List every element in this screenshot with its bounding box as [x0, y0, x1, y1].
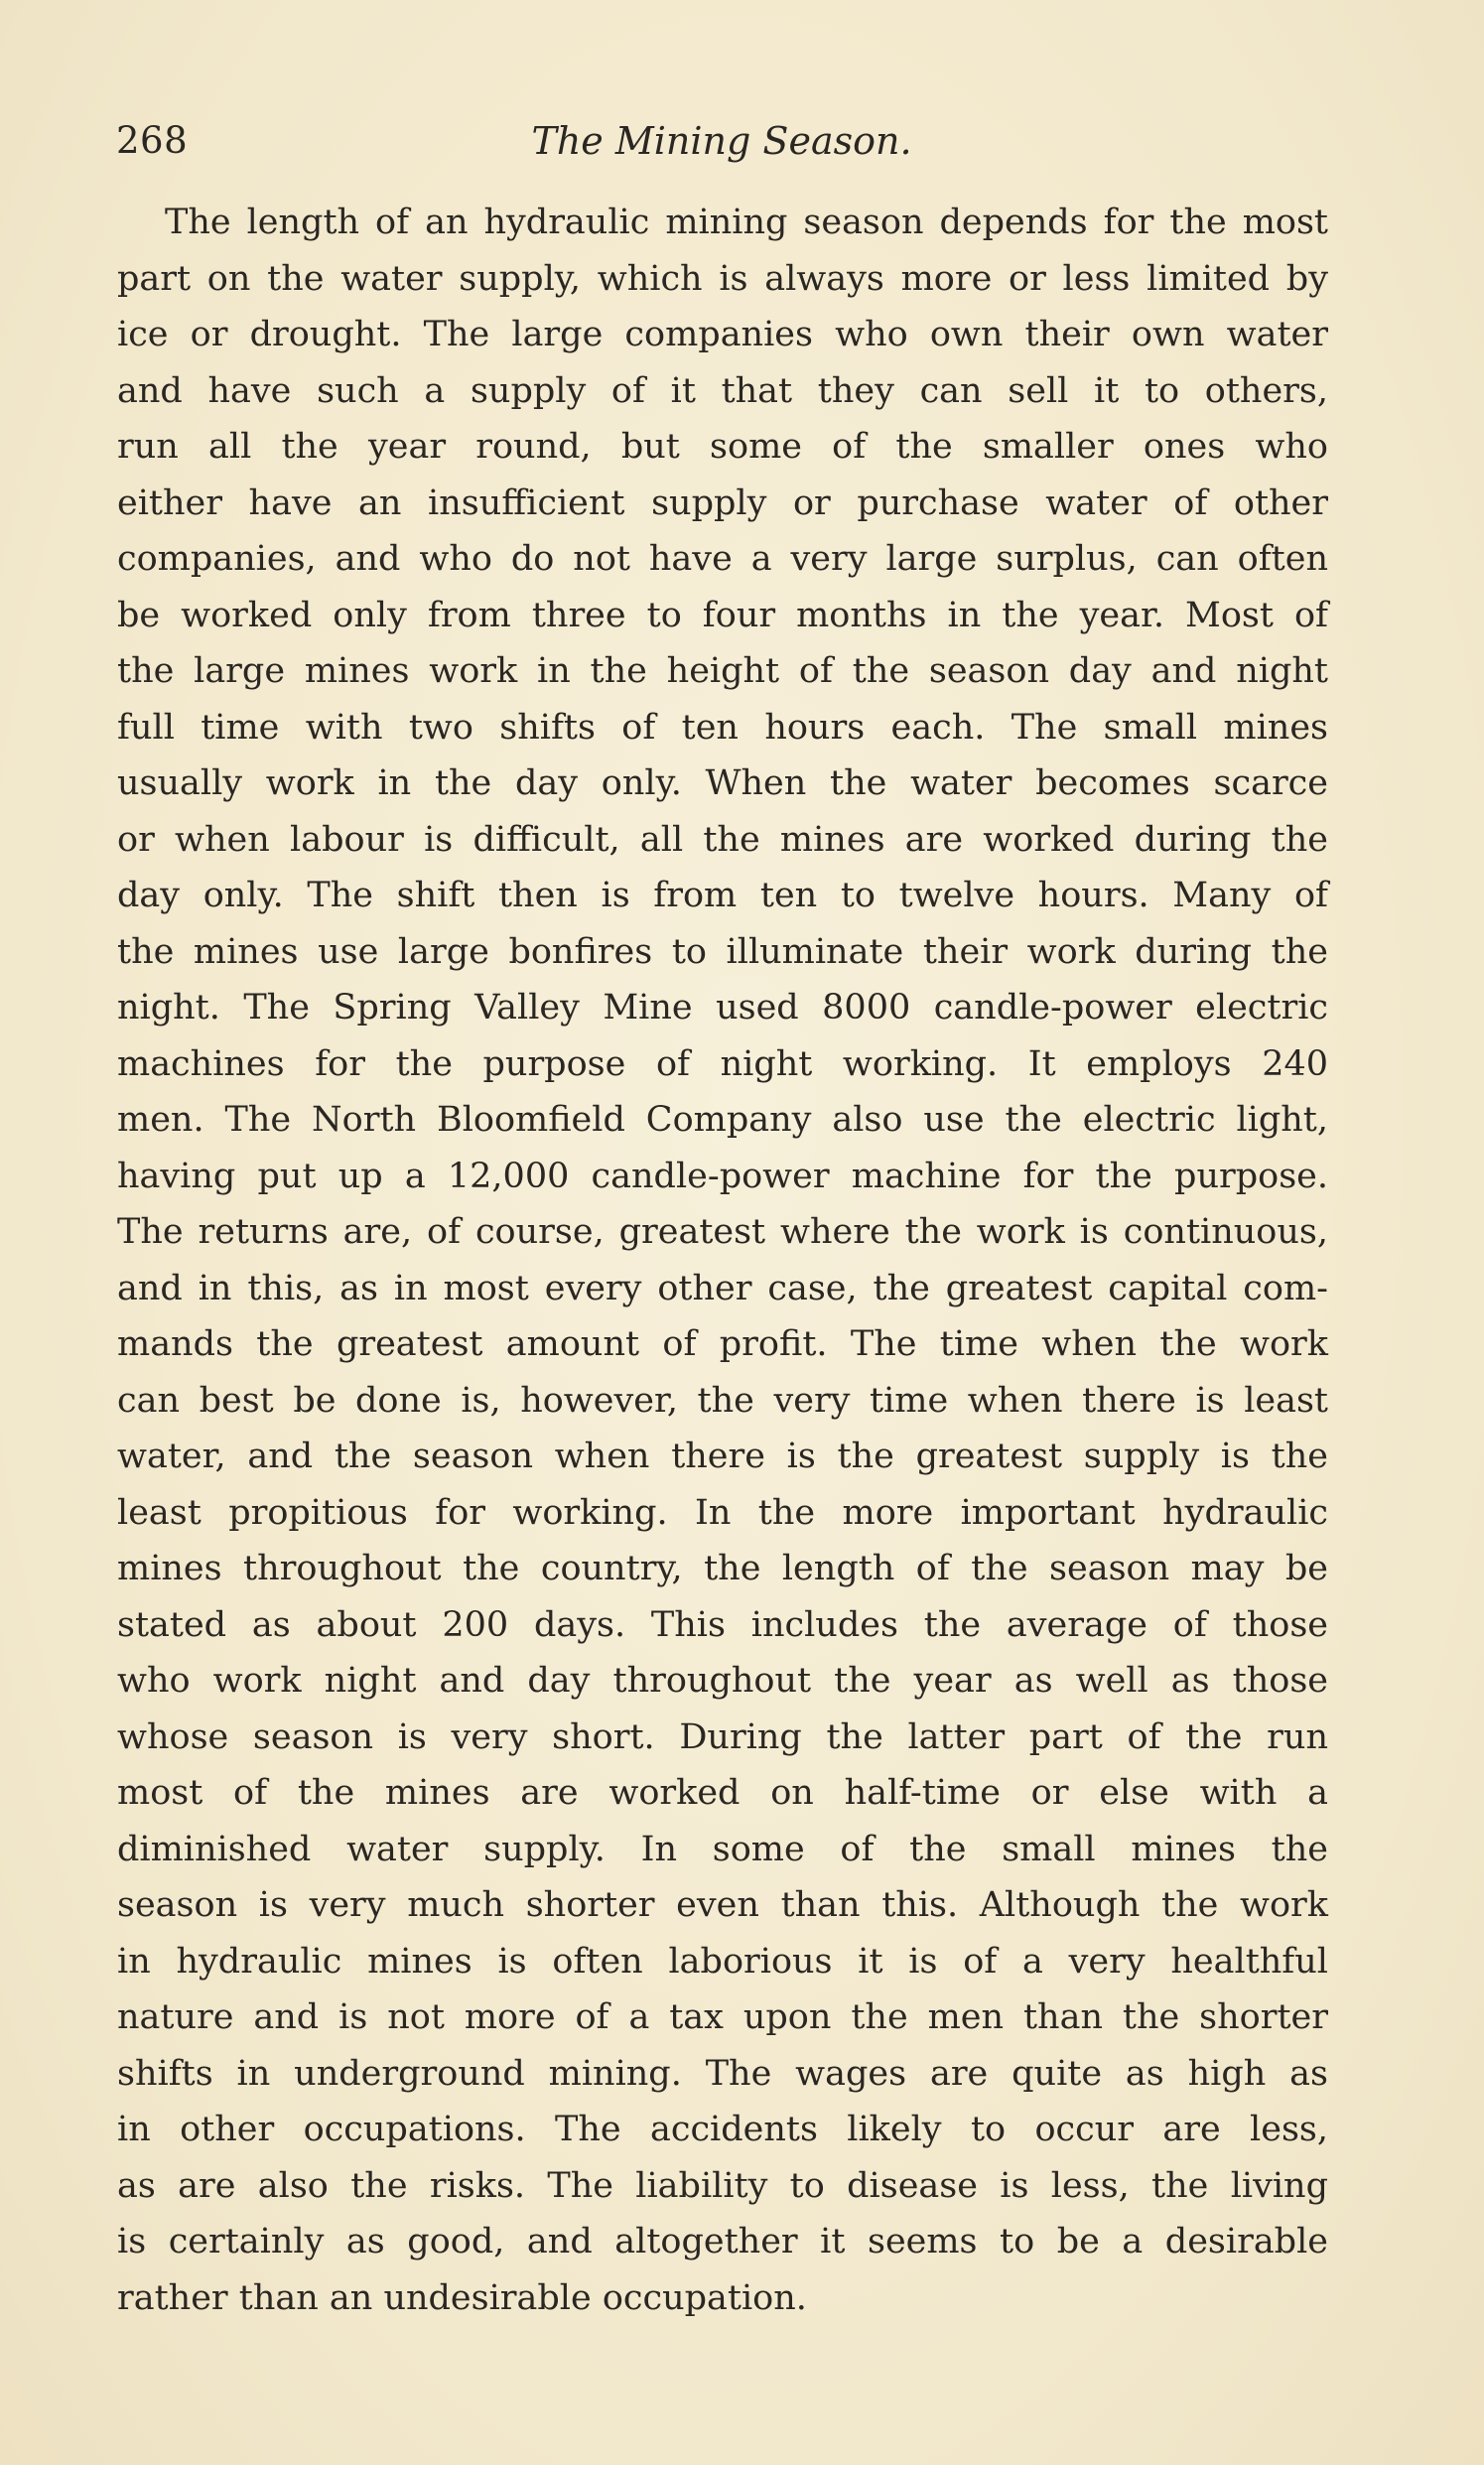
- text-line: stated as about 200 days. This includes the average of those: [117, 1604, 1328, 1645]
- text-line: most of the mines are worked on half-time or else with a: [117, 1773, 1328, 1813]
- text-line: either have an insufficient supply or purchase water of other: [117, 482, 1328, 523]
- text-line: nature and is not more of a tax upon the men than the shorter: [117, 1997, 1328, 2037]
- text-line: as are also the risks. The liability to disease is less, the living: [117, 2165, 1328, 2206]
- text-line: and have such a supply of it that they can sell it to others,: [117, 370, 1328, 411]
- text-line: whose season is very short. During the latter part of the run: [117, 1716, 1328, 1757]
- body-paragraph: [117, 195, 1328, 2326]
- text-line: companies, and who do not have a very large surplus, can often: [117, 539, 1328, 579]
- text-line: machines for the purpose of night working. It employs 240: [117, 1043, 1328, 1084]
- text-line: diminished water supply. In some of the small mines the: [117, 1829, 1328, 1869]
- text-line: men. The North Bloomfield Company also use the electric light,: [117, 1100, 1328, 1140]
- text-line: or when labour is difficult, all the mines are worked during the: [117, 819, 1328, 860]
- text-line: usually work in the day only. When the water becomes scarce: [117, 763, 1328, 803]
- text-line: in other occupations. The accidents likely to occur are less,: [117, 2110, 1328, 2149]
- text-line: The length of an hydraulic mining season depends for the most: [165, 203, 1328, 242]
- text-line: ice or drought. The large companies who own their own water: [117, 315, 1328, 354]
- text-line: full time with two shifts of ten hours each. The small mines: [117, 707, 1328, 748]
- text-line: run all the year round, but some of the smaller ones who: [117, 427, 1328, 467]
- text-line: part on the water supply, which is always more or less limited by: [117, 258, 1328, 299]
- page-title: The Mining Season.: [531, 119, 912, 163]
- page-number: 268: [116, 119, 189, 162]
- text-line: be worked only from three to four months in the year. Most of: [117, 595, 1328, 635]
- text-line: can best be done is, however, the very time when there is least: [117, 1380, 1328, 1421]
- text-line: is certainly as good, and altogether it seems to be a desirable: [117, 2222, 1328, 2261]
- text-line: night. The Spring Valley Mine used 8000 candle-power electric: [117, 988, 1328, 1027]
- text-line: in hydraulic mines is often laborious it is of a very healthful: [117, 1941, 1328, 1982]
- text-line: day only. The shift then is from ten to twelve hours. Many of: [117, 876, 1328, 915]
- text-line: least propitious for working. In the more important hydraulic: [117, 1492, 1328, 1533]
- text-line: The returns are, of course, greatest where the work is continuous,: [117, 1212, 1328, 1252]
- text-line: having put up a 12,000 candle-power machine for the purpose.: [117, 1156, 1328, 1196]
- text-line: rather than an undesirable occupation.: [117, 2277, 807, 2318]
- text-line: and in this, as in most every other case, the greatest capital com-: [117, 1268, 1328, 1308]
- text-line: water, and the season when there is the greatest supply is the: [117, 1437, 1328, 1476]
- text-line: mands the greatest amount of profit. The time when the work: [117, 1324, 1328, 1364]
- running-head: [116, 111, 1327, 171]
- text-line: season is very much shorter even than this. Although the work: [117, 1885, 1328, 1925]
- text-line: who work night and day throughout the year as well as those: [117, 1661, 1328, 1701]
- text-line: the large mines work in the height of the season day and night: [117, 651, 1328, 691]
- text-line: mines throughout the country, the length of the season may be: [117, 1549, 1328, 1588]
- text-line: the mines use large bonfires to illuminate their work during the: [117, 931, 1328, 972]
- text-line: shifts in underground mining. The wages are quite as high as: [117, 2053, 1328, 2094]
